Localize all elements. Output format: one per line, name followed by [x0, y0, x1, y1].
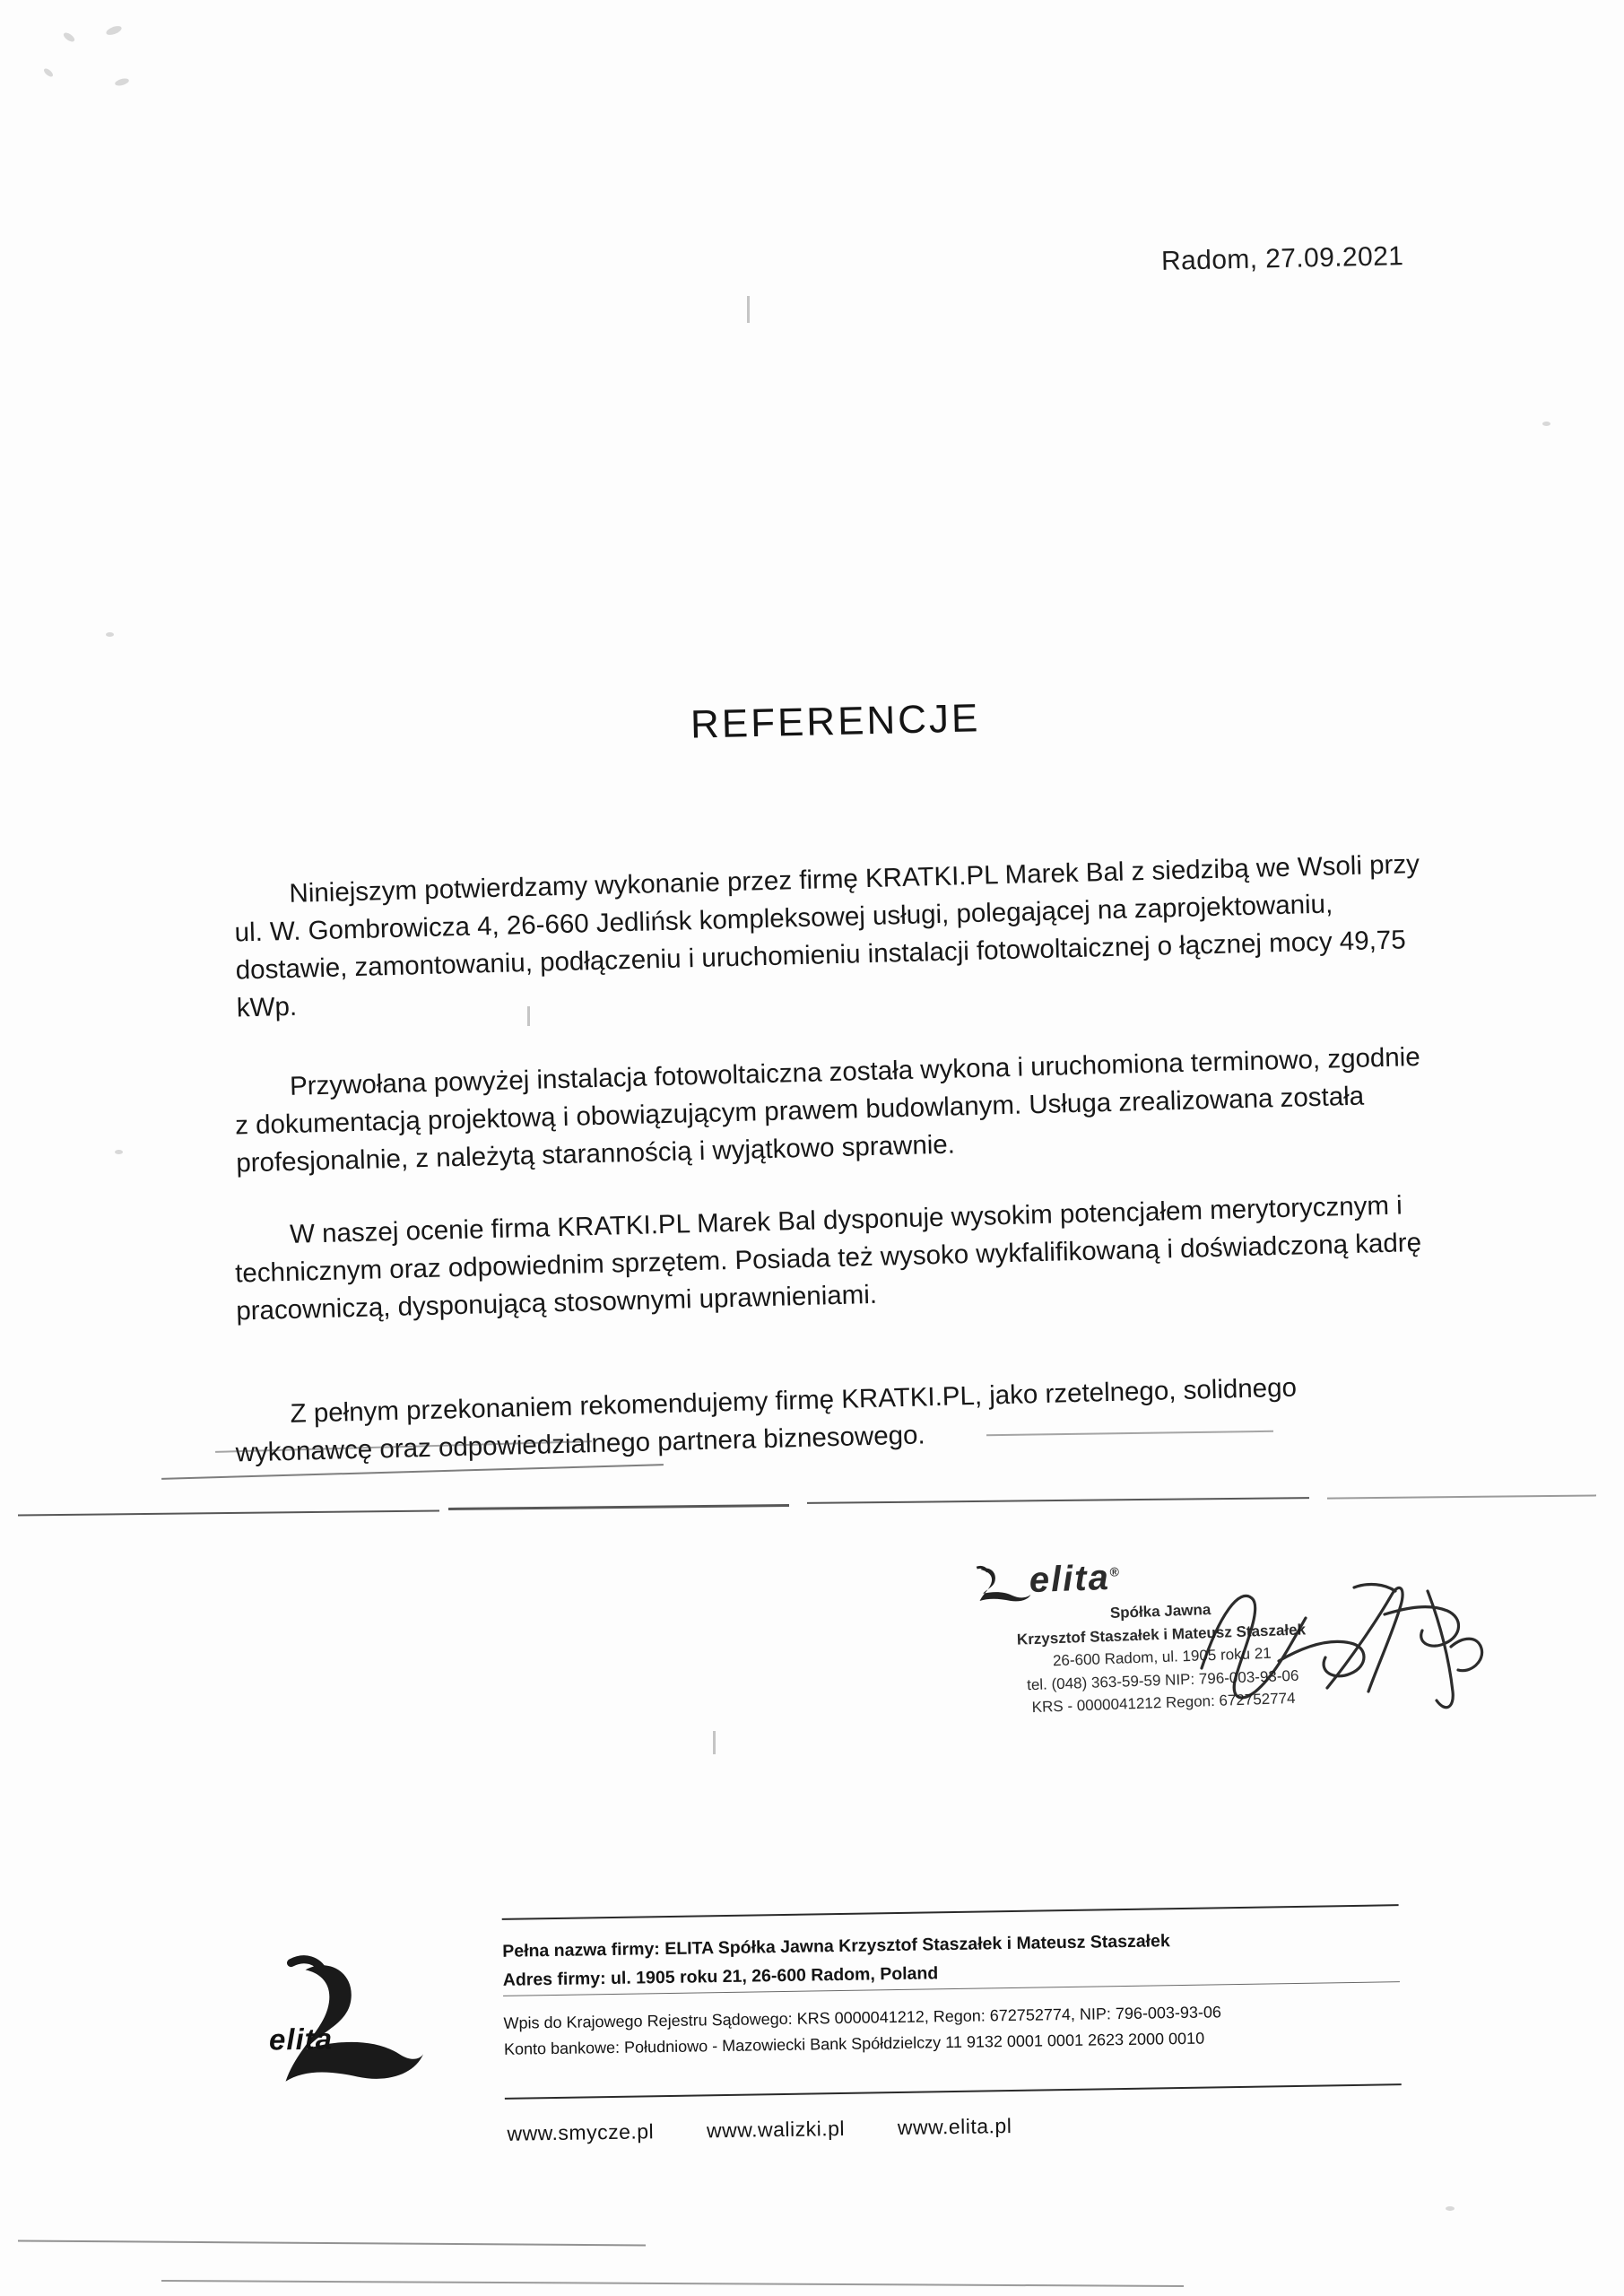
paragraph-indent: [235, 1422, 291, 1424]
website-link-elita[interactable]: www.elita.pl: [897, 2113, 1012, 2139]
footer-registry: Wpis do Krajowego Rejestru Sądowego: KRS 0000041212, Regon: 672752774, NIP: 796-003-93-06: [503, 2003, 1222, 2033]
footer-divider-bottom: [505, 2083, 1402, 2100]
paragraph-text: Z pełnym przekonaniem rekomendujemy firmę KRATKI.PL, jako rzetelnego, solidnego wykonawcę oraz odpowiedzialnego partnera biznesowego.: [235, 1372, 1298, 1468]
paragraph-text: Niniejszym potwierdzamy wykonanie przez firmę KRATKI.PL Marek Bal z siedzibą we Wsoli przy ul. W. Gombrowicza 4, 26-660 Jedlińsk kompleksowej usługi, polegającej na zaprojektowaniu, dostawie, zamontowaniu, podłączeniu i uruchomieniu instalacji fotowoltaicznej o łącznej mocy 49,75 kWp.: [234, 848, 1420, 1023]
paragraph-indent: [234, 1243, 290, 1245]
paragraph-indent: [234, 1095, 290, 1097]
paragraph-1: [233, 845, 1438, 1027]
footer-address: Adres firmy: ul. 1905 roku 21, 26-600 Radom, Poland: [502, 1962, 939, 1990]
paragraph-text: W naszej ocenie firma KRATKI.PL Marek Bal dysponuje wysokim potencjałem merytorycznym i technicznym oraz odpowiednim sprzętem. Posiada też wysoko wykfalifikowaną i doświadczoną kadrę pracowniczą, dysponującą stosownymi uprawnieniami.: [234, 1190, 1422, 1326]
scan-artifact: [18, 1510, 439, 1517]
scan-speckle: [1542, 422, 1550, 426]
scan-speckle: [42, 67, 54, 78]
footer-block: [269, 1924, 1408, 2145]
stamp-line: Spółka Jawna: [1109, 1601, 1211, 1622]
scan-crease: [747, 296, 750, 323]
paragraph-4: [234, 1365, 1437, 1472]
registered-mark: ®: [1109, 1564, 1122, 1579]
stamp-line: 26-600 Radom, ul. 1905 roku 21: [1052, 1644, 1272, 1670]
footer-logo-wordmark: elita: [268, 2022, 334, 2057]
stamp-line: KRS - 0000041212 Regon: 672752774: [1031, 1689, 1296, 1717]
scan-artifact: [807, 1497, 1309, 1504]
stamp-line: tel. (048) 363-59-59 NIP: 796-003-93-06: [1026, 1666, 1299, 1693]
swan-logo-icon: [278, 1948, 423, 2084]
footer-websites: [507, 2113, 1058, 2146]
scan-speckle: [115, 1150, 123, 1154]
paragraph-2: [234, 1038, 1438, 1182]
scan-speckle: [105, 24, 123, 37]
scan-artifact: [161, 2280, 1184, 2287]
stamp-brand-name: elita®: [1029, 1557, 1122, 1601]
website-link-smycze[interactable]: www.smycze.pl: [507, 2119, 655, 2145]
scan-artifact: [1327, 1494, 1596, 1499]
page-title: REFERENCJE: [690, 696, 981, 747]
handwritten-signature: [1193, 1561, 1489, 1731]
footer-divider-top: [502, 1904, 1399, 1920]
scan-speckle: [1446, 2206, 1455, 2211]
paragraph-text: Przywołana powyżej instalacja fotowoltaiczna została wykona i uruchomiona terminowo, zgodnie z dokumentacją projektową i obowiązującym prawem budowlanym. Usługa zrealizowana została profesjonalnie, z należytą starannością i wyjątkowo sprawnie.: [234, 1041, 1421, 1178]
scan-artifact: [18, 2240, 646, 2247]
scan-speckle: [114, 77, 129, 87]
scan-crease: [713, 1731, 716, 1754]
stamp-line: Krzysztof Staszałek i Mateusz Staszałek: [1016, 1620, 1307, 1648]
scan-speckle: [62, 31, 75, 44]
paragraph-indent: [234, 902, 290, 904]
scan-speckle: [106, 632, 114, 637]
swan-logo-icon: [973, 1562, 1033, 1604]
footer-company-name: Pełna nazwa firmy: ELITA Spółka Jawna Krzysztof Staszałek i Mateusz Staszałek: [502, 1931, 1170, 1961]
scan-artifact: [448, 1504, 789, 1510]
paragraph-3: [234, 1186, 1438, 1330]
document-date: Radom, 27.09.2021: [1160, 241, 1404, 276]
footer-bank: Konto bankowe: Południowo - Mazowiecki Bank Spółdzielczy 11 9132 0001 0001 2623 2000 0010: [503, 2029, 1205, 2059]
website-link-walizki[interactable]: www.walizki.pl: [706, 2116, 846, 2143]
